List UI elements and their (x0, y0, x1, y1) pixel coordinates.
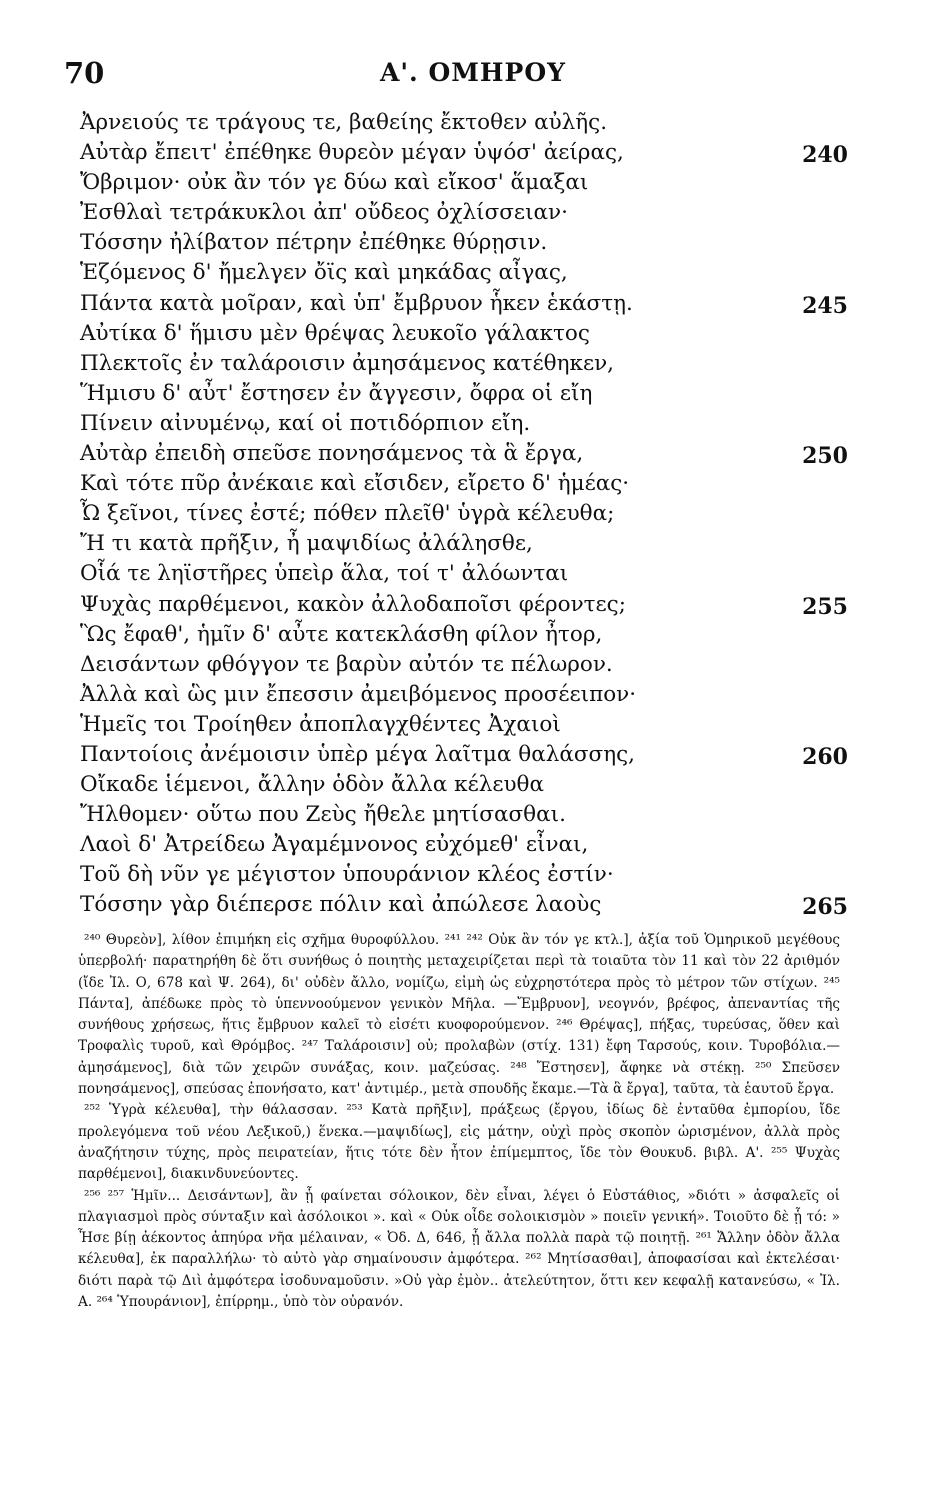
verse-line (80, 439, 848, 470)
verse-line (80, 740, 848, 770)
verse-text: Αὐτίκα δ' ἥμισυ μὲν θρέψας λευκοῖο γάλακτος (80, 320, 590, 346)
verse-text: Ἤ τι κατὰ πρῆξιν, ἦ μαψιδίως ἀλάλησθε, (80, 531, 533, 557)
verse-line (80, 319, 840, 349)
verse-line (80, 258, 840, 288)
verse-text: Ἀρνειούς τε τράγους τε, βαθείης ἔκτοθεν αὐλῆς. (80, 110, 608, 135)
verse-line (80, 138, 848, 169)
verse-line (80, 680, 840, 710)
verse-text: Ἡμεῖς τοι Τροίηθεν ἀποπλαγχθέντες Ἀχαιοὶ (80, 711, 561, 737)
verse-text: Παντοίοις ἀνέμοισιν ὑπὲρ μέγα λαῖτμα θαλάσσης, (80, 741, 635, 767)
verse-text: Ὄβριμον· οὐκ ἂν τόν γε δύω καὶ εἴκοσ' ἅμαξαι (80, 170, 589, 196)
verse-line (80, 559, 840, 589)
page-header (64, 56, 854, 96)
line-number: 255 (802, 593, 848, 620)
line-number: 250 (802, 443, 848, 470)
verse-text: Οἷά τε ληϊστῆρες ὑπεὶρ ἅλα, τοί τ' ἀλόωνται (80, 561, 569, 587)
verse-text: Ἐσθλαὶ τετράκυκλοι ἀπ' οὔδεος ὀχλίσσειαν· (80, 200, 568, 226)
line-number: 245 (802, 292, 848, 319)
verse-line (80, 168, 840, 198)
verse-line (80, 108, 840, 138)
verse-text: Πάντα κατὰ μοῖραν, καὶ ὑπ' ἔμβρυον ἧκεν ἑκάστῃ. (80, 290, 633, 316)
page-number: 70 (64, 56, 105, 90)
verse-text: Ἀλλὰ καὶ ὣς μιν ἔπεσσιν ἀμειβόμενος προσέειπον· (80, 681, 637, 707)
verse-text: Λαοὶ δ' Ἀτρείδεω Ἀγαμέμνονος εὐχόμεθ' εἶναι, (80, 832, 589, 858)
verse-line (80, 620, 840, 650)
verse-line (80, 198, 840, 228)
verse-line (80, 650, 840, 680)
verse-line (80, 890, 848, 921)
verse-line (80, 800, 840, 830)
line-number: 240 (802, 142, 848, 169)
line-number: 260 (802, 743, 848, 770)
verse-text: Ἑζόμενος δ' ἤμελγεν ὄϊς καὶ μηκάδας αἶγας, (80, 260, 568, 286)
verse-text: Τόσσην ἠλίβατον πέτρην ἐπέθηκε θύρῃσιν. (80, 230, 548, 256)
verse-text: Ψυχὰς παρθέμενοι, κακὸν ἀλλοδαποῖσι φέροντες; (80, 591, 626, 617)
verse-line (80, 379, 840, 409)
verse-block (80, 108, 848, 921)
footnotes (78, 930, 840, 1313)
verse-text: Ἤλθομεν· οὕτω που Ζεὺς ἤθελε μητίσασθαι. (80, 802, 566, 828)
verse-text: Ὦ ξεῖνοι, τίνες ἐστέ; πόθεν πλεῖθ' ὑγρὰ κέλευθα; (80, 501, 615, 527)
verse-text: Ἥμισυ δ' αὖτ' ἔστησεν ἐν ἄγγεσιν, ὄφρα οἱ εἴη (80, 380, 593, 406)
verse-text: Τοῦ δὴ νῦν γε μέγιστον ὑπουράνιον κλέος ἐστίν· (80, 862, 614, 888)
verse-line (80, 289, 848, 319)
verse-text: Καὶ τότε πῦρ ἀνέκαιε καὶ εἴσιδεν, εἴρετο δ' ἡμέας· (80, 471, 630, 497)
verse-text: Οἴκαδε ἱέμενοι, ἄλλην ὁδὸν ἄλλα κέλευθα (80, 772, 545, 798)
line-number: 265 (802, 894, 848, 921)
verse-line (80, 860, 840, 890)
verse-text: Πίνειν αἰνυμένῳ, καί οἱ ποτιδόρπιον εἴη. (80, 410, 531, 436)
footnote-paragraph: ²⁵² Ὑγρὰ κέλευθα], τὴν θάλασσαν. ²⁵³ Κατὰ πρῆξιν], πράξεως (ἔργου, ἰδίως δὲ ἐνταῦθα ἐμπορίου, ἴδε προλεγόμενα τοῦ νέου Λεξικοῦ,) ἕνεκα.—μαψιδίως], εἰς μάτην, οὐχὶ πρὸς σκοπὸν ὡρισμένον, ἀλλὰ πρὸς ἀναζήτησιν τύχης, πρὸς πειρατείαν, ἥτις τότε δὲν ἦτον ἐπίμεμπτος, ἴδε τὸν Θουκυδ. βιβλ. Α'. ²⁵⁵ Ψυχὰς παρθέμενοι], διακινδυνεύοντες. (78, 1102, 840, 1183)
verse-line (80, 770, 840, 800)
verse-line (80, 228, 840, 258)
verse-line (80, 529, 840, 559)
verse-text: Αὐτὰρ ἐπειδὴ σπεῦσε πονησάμενος τὰ ἃ ἔργα, (80, 441, 584, 467)
verse-text: Δεισάντων φθόγγον τε βαρὺν αὐτόν τε πέλωρον. (80, 651, 613, 677)
verse-line (80, 830, 840, 860)
verse-text: Πλεκτοῖς ἐν ταλάροισιν ἀμησάμενος κατέθηκεν, (80, 350, 614, 376)
footnote-paragraph: ²⁴⁰ Θυρεὸν], λίθον ἐπιμήκη εἰς σχῆμα θυροφύλλου. ²⁴¹ ²⁴² Οὐκ ἂν τόν γε κτλ.], ἀξία τοῦ Ὁμηρικοῦ μεγέθους ὑπερβολή· παρατηρήθη δὲ ὅτι συνήθως ὁ ποιητὴς μεταχειρίζεται περὶ τὰ τοιαῦτα τὸν 11 καὶ τὸν 22 ἀριθμόν (ἴδε Ἰλ. Ο, 678 καὶ Ψ. 264), δι' οὐδὲν ἄλλο, νομίζω, εἰμὴ ὡς εὐχρηστότερα πρὸς τὸ μέτρον τῶν στίχων. ²⁴⁵ Πάντα], ἀπέδωκε πρὸς τὸ ὑπεννοούμενον γενικὸν Μῆλα. —Ἔμβρυον], νεογνόν, βρέφος, ἀπεναντίας τῆς συνήθους χρήσεως, ἥτις ἔμβρυον καλεῖ τὸ εἰσέτι κυοφορούμενον. ²⁴⁶ Θρέψας], πήξας, τυρεύσας, ὅθεν καὶ Τροφαλὶς τυροῦ, καὶ Θρόμβος. ²⁴⁷ Ταλάροισιν] οὐ; προλαβὼν (στίχ. 131) ἔφη Ταρσούς, κοιν. Τυροβόλια.—ἀμησάμενος], διὰ τῶν χειρῶν συνάξας, κοιν. μαζεύσας. ²⁴⁸ Ἔστησεν], ἄφηκε νὰ στέκῃ. ²⁵⁰ Σπεῦσεν πονησάμενος], σπεύσας ἐπονήσατο, κατ' ἀντιμέρ., μετὰ σπουδῆς ἔκαμε.—Τὰ ἃ ἔργα], ταῦτα, τὰ ἑαυτοῦ ἔργα. (78, 932, 840, 1098)
verse-line (80, 499, 840, 529)
footnote-paragraph: ²⁵⁶ ²⁵⁷ Ἡμῖν... Δεισάντων], ἂν ᾗ φαίνεται σόλοικον, δὲν εἶναι, λέγει ὁ Εὐστάθιος, »διότι » ἀσφαλεῖς οἱ πλαγιασμοὶ πρὸς σύνταξιν καὶ ἀσόλοικοι ». καὶ « Οὐκ οἶδε σολοικισμὸν » ποιεῖν γενική». Τοιοῦτο δὲ ᾗ τό: » Ἦσε βίῃ ἀέκοντος ἀπηύρα νῆα μέλαιναν, « Ὀδ. Δ, 646, ᾗ ἄλλα πολλὰ παρὰ τῷ ποιητῇ. ²⁶¹ Ἄλλην ὁδὸν ἄλλα κέλευθα], ἐκ παραλλήλω· τὸ αὐτὸ γὰρ σημαίνουσιν ἀμφότερα. ²⁶² Μητίσασθαι], ἀποφασίσαι καὶ ἐκτελέσαι· διότι παρὰ τῷ Διὶ ἀμφότερα ἰσοδυναμοῦσιν. »Οὐ γὰρ ἐμὸν.. ἀτελεύτητον, ὅττι κεν κεφαλῇ κατανεύσω, « Ἰλ. Α. ²⁶⁴ Ὑπουράνιον], ἐπίρρημ., ὑπὸ τὸν οὐρανόν. (78, 1187, 840, 1311)
verse-line (80, 349, 840, 379)
verse-line (80, 710, 840, 740)
verse-line (80, 409, 840, 439)
running-head: Α'. ΟΜΗΡΟΥ (380, 58, 566, 87)
verse-line (80, 469, 840, 499)
verse-line (80, 590, 848, 620)
verse-text: Τόσσην γὰρ διέπερσε πόλιν καὶ ἀπώλεσε λαοὺς (80, 892, 602, 918)
verse-text: Αὐτὰρ ἔπειτ' ἐπέθηκε θυρεὸν μέγαν ὑψόσ' ἀείρας, (80, 140, 624, 166)
verse-text: Ὣς ἔφαθ', ἡμῖν δ' αὖτε κατεκλάσθη φίλον ἦτορ, (80, 621, 603, 647)
